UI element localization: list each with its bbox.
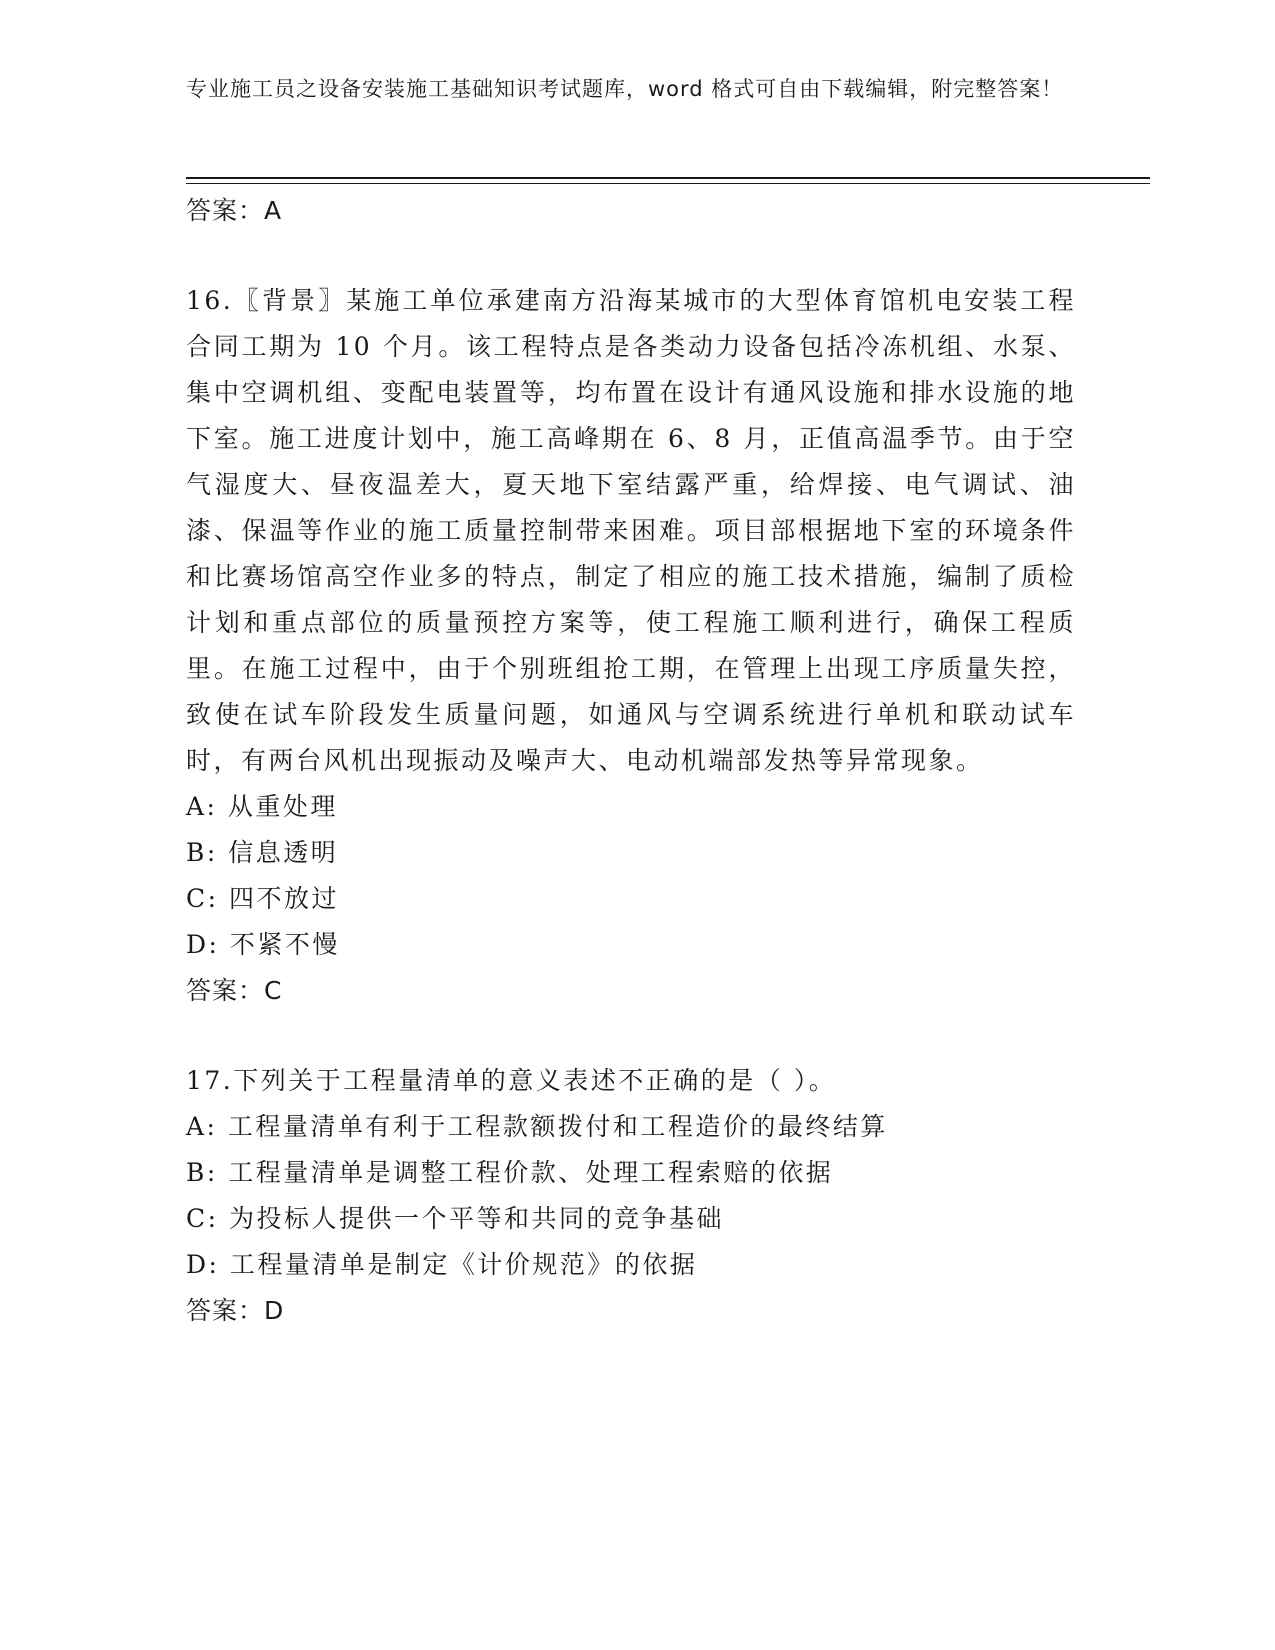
question-17-option-d: D: 工程量清单是制定《计价规范》的依据 xyxy=(186,1250,698,1279)
document-header: 专业施工员之设备安装施工基础知识考试题库，word 格式可自由下载编辑，附完整答案！ xyxy=(186,77,1064,101)
question-17-option-a: A: 工程量清单有利于工程款额拨付和工程造价的最终结算 xyxy=(186,1112,888,1141)
answer-line: 答案：A xyxy=(186,196,283,225)
question-17-text: 17.下列关于工程量清单的意义表述不正确的是（ ）。 xyxy=(186,1066,837,1095)
header-rule-thick xyxy=(186,177,1150,179)
question-16-option-d: D: 不紧不慢 xyxy=(186,930,340,959)
question-16-answer: 答案：C xyxy=(186,976,283,1005)
question-16-option-b: B: 信息透明 xyxy=(186,838,339,867)
question-16-option-c: C: 四不放过 xyxy=(186,884,339,913)
question-17-option-b: B: 工程量清单是调整工程价款、处理工程索赔的依据 xyxy=(186,1158,834,1187)
question-16-option-a: A: 从重处理 xyxy=(186,792,338,821)
question-17-answer: 答案：D xyxy=(186,1296,285,1325)
document-body xyxy=(186,188,1076,1334)
question-17-option-c: C: 为投标人提供一个平等和共同的竞争基础 xyxy=(186,1204,724,1233)
question-16-text: 16.〖背景〗某施工单位承建南方沿海某城市的大型体育馆机电安装工程合同工期为 10 个月。该工程特点是各类动力设备包括冷冻机组、水泵、集中空调机组、变配电装置等，均布置在设计有通风设施和排水设施的地下室。施工进度计划中，施工高峰期在 6、8 月，正值高温季节。由于空气湿度大、昼夜温差大，夏天地下室结露严重，给焊接、电气调试、油漆、保温等作业的施工质量控制带来困难。项目部根据地下室的环境条件和比赛场馆高空作业多的特点，制定了相应的施工技术措施，编制了质检计划和重点部位的质量预控方案等，使工程施工顺利进行，确保工程质里。在施工过程中，由于个别班组抢工期，在管理上出现工序质量失控，致使在试车阶段发生质量问题，如通风与空调系统进行单机和联动试车时，有两台风机出现振动及噪声大、电动机端部发热等异常现象。 xyxy=(186,286,1076,775)
header-rule-thin xyxy=(186,183,1150,184)
